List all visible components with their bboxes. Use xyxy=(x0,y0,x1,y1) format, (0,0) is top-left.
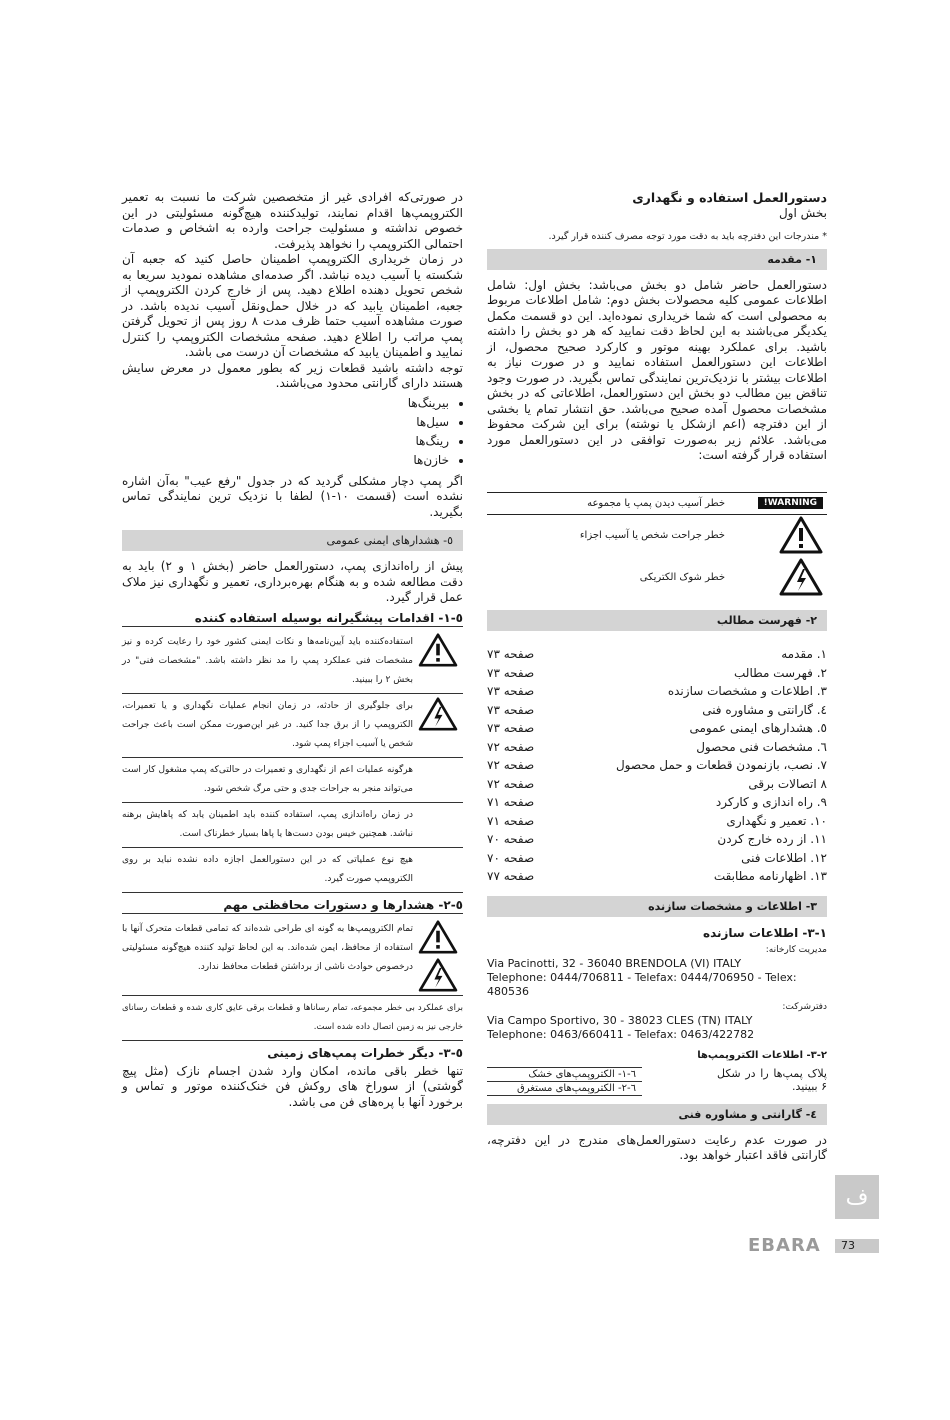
electric-shock-icon xyxy=(418,697,458,731)
warning-row xyxy=(122,630,463,694)
toc-page: صفحه ۷۲ xyxy=(487,758,535,773)
management-phone: Telephone: 0444/706811 - Telefax: 0444/706950 - Telex: 480536 xyxy=(487,970,797,998)
pump-type-dry: ٦-۱- الکتروپمپ‌های خشک xyxy=(487,1067,642,1081)
right-column xyxy=(487,190,827,1164)
toc-row xyxy=(487,664,827,683)
toc-row xyxy=(487,793,827,812)
warning-text-5: هیچ نوع عملیاتی که در این دستورالعمل اجازه داده نشده نباید بر روی الکتروپمپ صورت گیرد. xyxy=(122,854,413,884)
table-of-contents xyxy=(487,645,827,886)
warning-text-3: هرگونه عملیات اعم از نگهداری و تعمیرات در حالتی‌که پمپ مشغول کار است می‌تواند منجر به جراحات جدی و حتی مرگ شخص شود. xyxy=(122,764,413,794)
toc-row xyxy=(487,812,827,831)
section-5-heading: ٥- هشدارهای ایمنی عمومی xyxy=(122,530,463,551)
toc-row xyxy=(487,775,827,794)
list-item: • خازن‌ها xyxy=(122,451,449,470)
warning-text-2: برای جلوگیری از حادثه، در زمان انجام عملیات نگهداری و یا تعمیرات، الکتروپمپ را از برق جدا کنید. در غیر این‌صورت ممکن است باعث جراحت شخص یا آسیب اجزاء پمپ شود. xyxy=(122,700,413,749)
electric-shock-icon xyxy=(733,558,823,596)
wear-parts-text: توجه داشته باشید قطعات زیر که بطور معمول در معرض سایش هستند دارای گارانتی محدود می‌باشند. xyxy=(122,360,463,390)
section-1-heading: ۱- مقدمه xyxy=(487,249,827,270)
wear-parts-list xyxy=(122,394,463,470)
section-5-1-heading: ٥-۱- اقدامات پیشگیرانه بوسیله استفاده کننده xyxy=(122,610,463,627)
office-label: دفترشرکت: xyxy=(782,1001,827,1012)
note: * مندرجات این دفترچه باید به دقت مورد توجه مصرف کننده قرار گیرد. xyxy=(548,230,827,242)
warning-badge: WARNING! xyxy=(758,497,823,509)
management-label: مدیریت کارخانه: xyxy=(765,944,827,955)
pump-types-table xyxy=(487,1067,642,1096)
toc-page: صفحه ۷۱ xyxy=(487,813,535,828)
warning-row xyxy=(122,758,463,803)
management-address: Via Pacinotti, 32 - 36040 BRENDOLA (VI) ITALY xyxy=(487,956,742,970)
toc-page: صفحه ۷۰ xyxy=(487,832,535,847)
toc-label: ۷. نصب، بازنمودن قطعات و حمل محصول xyxy=(615,758,827,773)
toc-row xyxy=(487,701,827,720)
troubleshooting-text: اگر پمپ دچار مشکلی گردید که در جدول "رفع عیب" به‌آن اشاره نشده است (قسمت ۱۰-۱) لطفا با نزدیک ترین نمایندگی تماس بگیرید. xyxy=(122,473,464,519)
section-5-3-heading: ٥-۳- دیگر خطرات پمپ‌های زمینی xyxy=(267,1045,463,1060)
toc-page: صفحه ۷۳ xyxy=(487,702,535,717)
warning-triangle-icon xyxy=(418,633,458,667)
toc-label: ۳. اطلاعات و مشخصات سازنده xyxy=(667,684,827,699)
section-5-text: پیش از راه‌اندازی پمپ، دستورالعمل حاضر (بخش ۱ و ۲) باید به دقت مطالعه شده و به هنگام بهره‌برداری، تعمیر و نگهداری نیز ملاک عمل قرار گیرد. xyxy=(122,559,464,604)
toc-label: ۱۱. از رده خارج کردن xyxy=(717,832,827,847)
toc-row xyxy=(487,830,827,849)
toc-page: صفحه ۷۲ xyxy=(487,776,535,791)
toc-row xyxy=(487,719,827,738)
warning-triangle-icon xyxy=(733,516,823,554)
list-item: • رینگ‌ها xyxy=(122,432,449,451)
toc-label: ۸ اتصالات برقی xyxy=(748,776,827,791)
toc-page: صفحه ۷۳ xyxy=(487,684,535,699)
electric-shock-icon xyxy=(418,958,458,992)
section-3-1-heading: ۳-۱- اطلاعات سازنده xyxy=(702,925,827,940)
toc-row xyxy=(487,738,827,757)
doc-title: دستورالعمل استفاده و نگهداری xyxy=(632,190,827,205)
left-column xyxy=(122,190,463,1110)
toc-page: صفحه ۷۲ xyxy=(487,739,535,754)
toc-page: صفحه ۷۰ xyxy=(487,850,535,865)
warning-triangle-icon xyxy=(418,920,458,954)
toc-row xyxy=(487,682,827,701)
section-2-heading: ۲- فهرست مطالب xyxy=(487,610,827,631)
toc-label: ۹. راه اندازی و کارکرد xyxy=(715,795,827,810)
warning-row xyxy=(122,694,463,758)
language-tab: ف xyxy=(835,1175,879,1219)
toc-page: صفحه ۷۳ xyxy=(487,721,535,736)
list-item: • سیل‌ها xyxy=(122,413,449,432)
section-5-2-heading: ٥-۲- هشدارها و دستورات محافظتی مهم xyxy=(122,897,463,914)
section-4-text: در صورت عدم رعایت دستورالعمل‌های مندرج در این دفترچه، گارانتی فاقد اعتبار خواهد بود. xyxy=(487,1132,827,1162)
warning-row xyxy=(122,995,463,1041)
section-4-heading: ٤- گارانتی و مشاوره فنی xyxy=(487,1104,827,1125)
warning-row xyxy=(122,848,463,893)
warning-row xyxy=(122,803,463,848)
section-5-3-text: تنها خطر باقی مانده، امکان وارد شدن اجسام نازک (مثل پیچ گوشتی) از سوراخ های روکش فن خنک‌کننده موتور و تماس و برخورد آنها با پره‌های فن می باشد. xyxy=(122,1063,463,1109)
warning-legend-3: خطر شوک الکتریکی xyxy=(639,571,725,583)
toc-label: ۱۲. اطلاعات فنی xyxy=(741,850,827,865)
warning-legend xyxy=(487,492,827,599)
toc-label: ۱۳. اظهارنامه مطابقت xyxy=(713,869,827,884)
warning-row xyxy=(122,917,463,995)
toc-page: صفحه ۷۷ xyxy=(487,869,535,884)
toc-row xyxy=(487,849,827,868)
toc-label: ٥. هشدارهای ایمنی عمومی xyxy=(689,721,827,736)
toc-page: صفحه ۷۳ xyxy=(487,665,535,680)
repair-warranty-text: در صورتی‌که افرادی غیر از متخصصین شرکت ما نسبت به تعمیر الکتروپمپ‌ها اقدام نمایند، تولیدکننده هیچ‌گونه مسئولیتی در این خصوص نداشته و مسئولیت جراحت وارده به اشخاص و صدمات احتمالی الکتروپمپ را نخواهد پذیرفت. xyxy=(122,190,463,251)
section-3-heading: ۳- اطلاعات و مشخصات سازنده xyxy=(487,896,827,917)
section-3-2-text: پلاک پمپ‌ها را در شکل ۶ ببینید. xyxy=(717,1066,827,1093)
list-item: • بیرینگ‌ها xyxy=(122,394,449,413)
toc-row xyxy=(487,867,827,886)
toc-label: ۲. فهرست مطالب xyxy=(734,665,827,680)
toc-label: ٦. مشخصات فنی محصول xyxy=(696,739,827,754)
toc-row xyxy=(487,756,827,775)
toc-page: صفحه ۷۱ xyxy=(487,795,535,810)
toc-label: ۱۰. تعمیر و نگهداری xyxy=(726,813,827,828)
office-address: Via Campo Sportivo, 30 - 38023 CLES (TN) ITALY xyxy=(487,1013,753,1027)
toc-label: ٤. گارانتی و مشاوره فنی xyxy=(702,702,827,717)
toc-label: ۱. مقدمه xyxy=(781,647,827,662)
warning-text-4: در زمان راه‌اندازی پمپ، استفاده کننده باید اطمینان یابد که پاهایش برهنه نباشد. همچنین خیس بودن دست‌ها یا پاها بسیار خطرناک است. xyxy=(122,809,413,839)
warning-text-6: تمام الکتروپمپ‌ها به گونه ای طراحی شده‌اند که تمامی قطعات متحرک آنها با استفاده از محافظ، ایمن شده‌اند. به این لحاظ تولید کننده هیچ‌گونه مسئولیتی درخصوص حوادث ناشی از برداشتن قطعات محافظ ندارد. xyxy=(122,923,413,972)
ebara-logo: EBARA xyxy=(748,1235,821,1256)
warning-legend-1: خطر آسیب دیدن پمپ یا مجموعه xyxy=(587,497,725,509)
section-3-2-heading: ۳-۲- اطلاعات الکتروپمپ‌ها xyxy=(697,1049,827,1061)
part-label: بخش اول xyxy=(778,206,827,220)
page-number: 73 xyxy=(835,1239,879,1253)
delivery-check-text: در زمان خریداری الکتروپمپ اطمینان حاصل کنید که جعبه آن شکسته یا آسیب دیده نباشد. اگر صدمه‌ای مشاهده نمودید سریعا به شخص تحویل دهنده اطلاع دهید. پس از خارج کردن الکتروپمپ از جعبه، اطمینان یابید که در خلال حمل‌ونقل آسیب ندیده باشد. در صورت مشاهده آسیب حتما ظرف مدت ۸ روز پس از تحویل گرفتن پمپ مراتب را اطلاع دهید. صفحه مشخصات الکتروپمپ را کنترل نمایید و اطمینان یابید که مشخصات آن درست می باشد. xyxy=(122,252,463,359)
office-phone: Telephone: 0463/660411 - Telefax: 0463/422782 xyxy=(487,1027,755,1041)
warning-text-1: استفاده‌کننده باید آیین‌نامه‌ها و نکات ایمنی کشور خود را رعایت کرده و نیز مشخصات فنی عملکرد پمپ را مد نظر داشته باشد. "مشخصات فنی" در بخش ۲ را ببینید. xyxy=(122,636,413,685)
section-1-text: دستورالعمل حاضر شامل دو بخش می‌باشد: بخش اول: شامل اطلاعات عمومی کلیه محصولات بخش دوم: شامل اطلاعات مربوط به محصولی است که شما خریداری نموده‌اید. این دو قسمت مکمل یکدیگر می‌باشند به این لحاظ دقت نمایید که هر دو بخش را داشته باشید. برای عملکرد بهینه موتور و کارکرد صحیح محصول، از اطلاعات این دستورالعمل استفاده نمایید و در صورت نیاز به اطلاعات بیشتر با نزدیک‌ترین نمایندگی تماس بگیرید. در صورت وجود تناقض بین مطالب دو بخش این دستورالعمل، اطلاعاتی که در بخش مشخصات محصول آمده صحیح می‌باشد. حق انتشار تمام یا بخشی از این دفترچه (اعم ازشکل یا نوشته) برای این شرکت محفوظ می‌باشد. علائم زیر به‌صورت توافقی در این دستورالعمل مورد استفاده قرار گرفته است: xyxy=(487,277,827,462)
pump-type-submersible: ٦-۲- الکتروپمپ‌های مستغرق xyxy=(487,1081,642,1095)
toc-page: صفحه ۷۳ xyxy=(487,647,535,662)
warning-legend-2: خطر جراحت شخص یا آسیب اجزاء xyxy=(579,529,725,541)
toc-row xyxy=(487,645,827,664)
warning-text-7: برای عملکرد بی خطر مجموعه، تمام رساناها و قطعات برقی عایق کاری شده و قطعات رسانای خارجی نیز به زمین اتصال داده شده است. xyxy=(122,1002,463,1032)
